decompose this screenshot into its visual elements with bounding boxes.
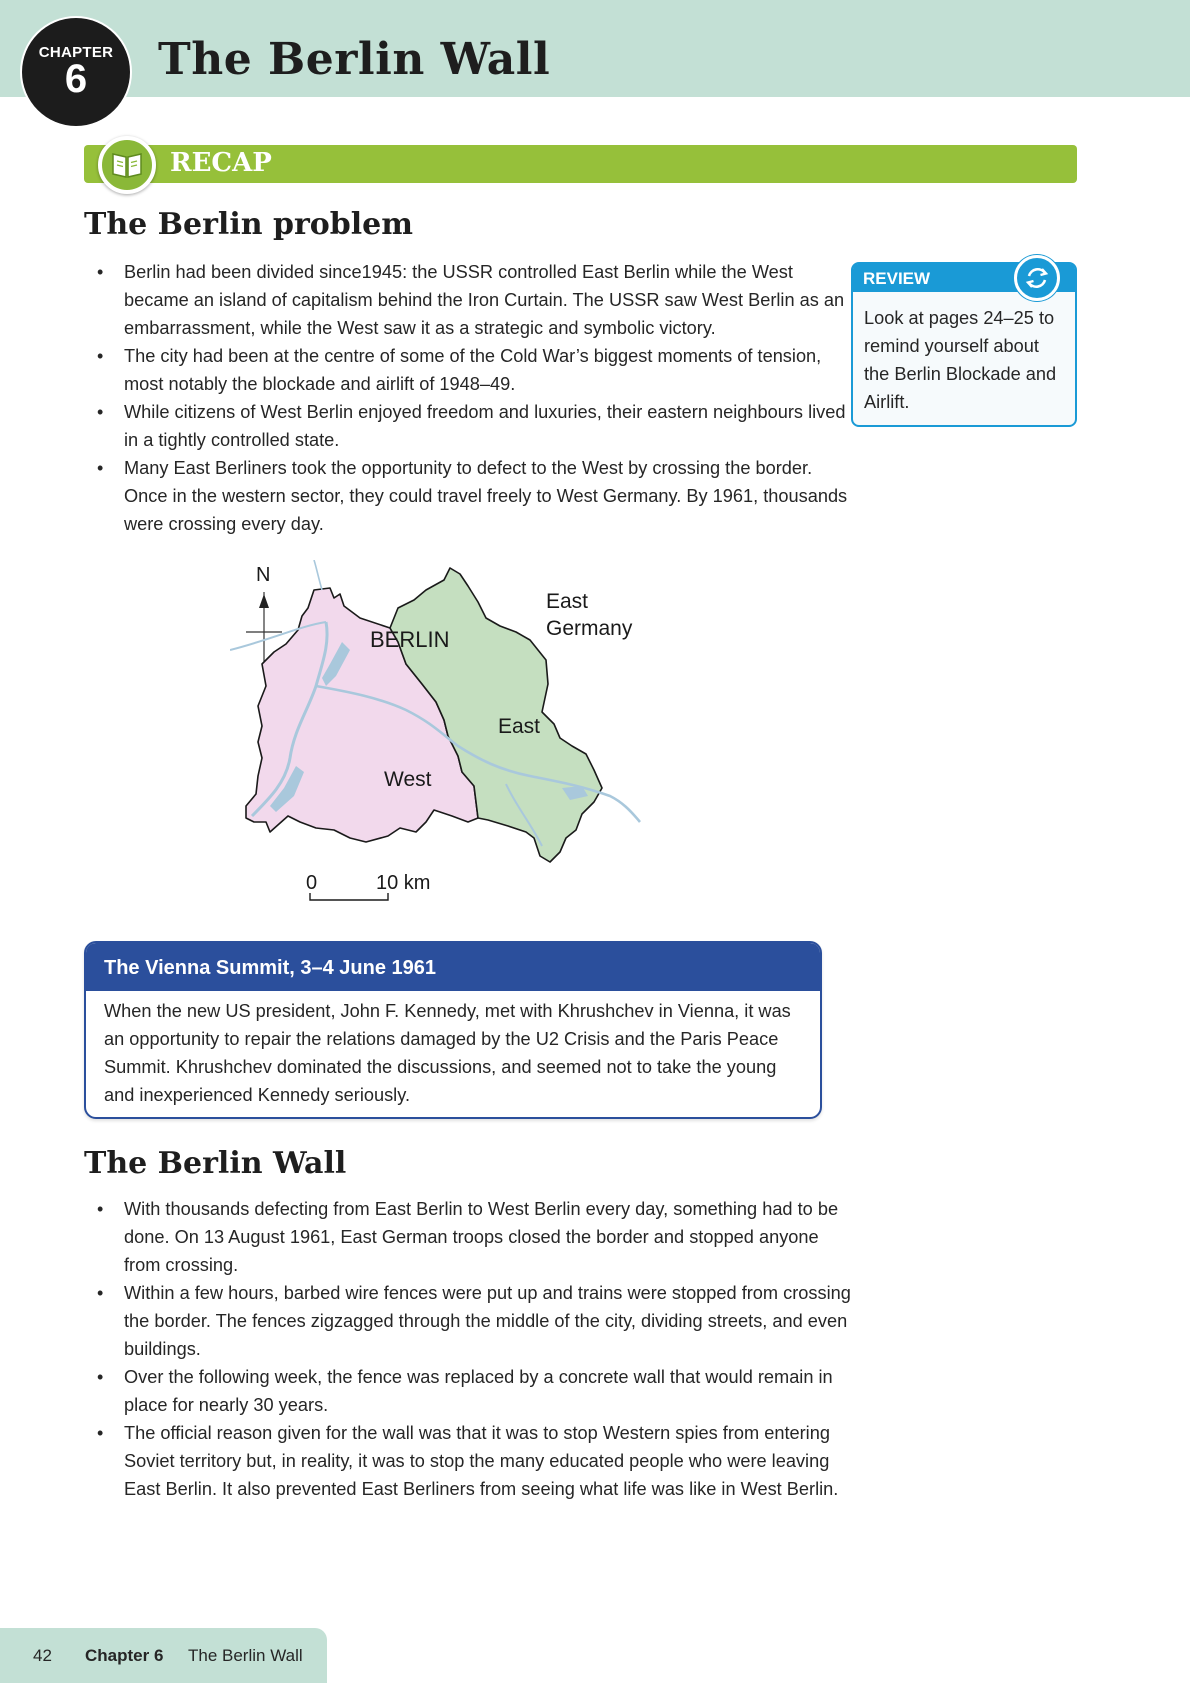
map-city-label: BERLIN — [370, 627, 450, 652]
scale-start-label: 0 — [306, 872, 318, 894]
chapter-badge — [22, 18, 130, 126]
recap-label: RECAP — [170, 148, 272, 178]
vienna-summit-box — [84, 941, 822, 1119]
chapter-number: 6 — [64, 57, 88, 101]
list-item: • Berlin had been divided since1945: the USSR controlled East Berlin while the West became an island of capitalism behind the Iron Curtain. The USSR saw West Berlin as an embarrassment, while the West saw it as a strategic and symbolic victory. — [124, 258, 854, 342]
list-item: • Over the following week, the fence was replaced by a concrete wall that would remain in place for nearly 30 years. — [124, 1363, 854, 1419]
scale-end-label: 10 km — [376, 872, 431, 894]
list-item: • With thousands defecting from East Berlin to West Berlin every day, something had to be done. On 13 August 1961, East German troops closed the border and stopped anyone from crossing. — [124, 1195, 854, 1279]
berlin-map-graphic — [230, 560, 670, 910]
map-region-label-line1: East — [546, 590, 589, 613]
map-region-label-line2: Germany — [546, 617, 633, 640]
review-box — [851, 262, 1077, 427]
chapter-label: CHAPTER — [38, 44, 114, 61]
review-text: Look at pages 24–25 to remind yourself about the Berlin Blockade and Airlift. — [864, 308, 1057, 412]
section-heading-berlin-problem: The Berlin problem — [84, 207, 413, 242]
page-footer — [0, 1628, 327, 1683]
berlin-map — [230, 560, 670, 910]
berlin-problem-list — [84, 258, 854, 538]
list-item: • The official reason given for the wall was that it was to stop Western spies from entering Soviet territory but, in reality, it was to stop the many educated people who were leaving East Berlin. It also prevented East Berliners from seeing what life was like in West Berlin. — [124, 1419, 854, 1503]
page-title: The Berlin Wall — [158, 34, 551, 85]
map-east-label: East — [498, 715, 541, 738]
list-item: • Within a few hours, barbed wire fences were put up and trains were stopped from crossing the border. The fences zigzagged through the middle of the city, dividing streets, and even buildings. — [124, 1279, 854, 1363]
river — [314, 560, 322, 590]
map-west-label: West — [384, 768, 432, 791]
footer-title: The Berlin Wall — [188, 1646, 303, 1665]
review-title: REVIEW — [853, 264, 1075, 292]
list-item: • Many East Berliners took the opportunity to defect to the West by crossing the border. Once in the western sector, they could travel freely to West Germany. By 1961, thousands were crossing every day. — [124, 454, 854, 538]
section-heading-berlin-wall: The Berlin Wall — [84, 1146, 347, 1181]
refresh-icon — [1014, 255, 1060, 301]
north-label: N — [256, 564, 271, 586]
vienna-summit-title: The Vienna Summit, 3–4 June 1961 — [86, 943, 820, 991]
footer-chapter: Chapter 6 — [85, 1646, 164, 1665]
vienna-summit-text: When the new US president, John F. Kennedy, met with Khrushchev in Vienna, it was an opportunity to repair the relations damaged by the U2 Crisis and the Paris Peace Summit. Khrushchev dominated the discussions, and seemed not to take the young and inexperienced Kennedy seriously. — [104, 1001, 791, 1105]
list-item: • While citizens of West Berlin enjoyed freedom and luxuries, their eastern neighbours lived in a tightly controlled state. — [124, 398, 854, 454]
list-item: • The city had been at the centre of some of the Cold War’s biggest moments of tension, most notably the blockade and airlift of 1948–49. — [124, 342, 854, 398]
page-number: 42 — [33, 1646, 52, 1665]
berlin-wall-list — [84, 1195, 854, 1503]
book-icon — [98, 136, 156, 194]
